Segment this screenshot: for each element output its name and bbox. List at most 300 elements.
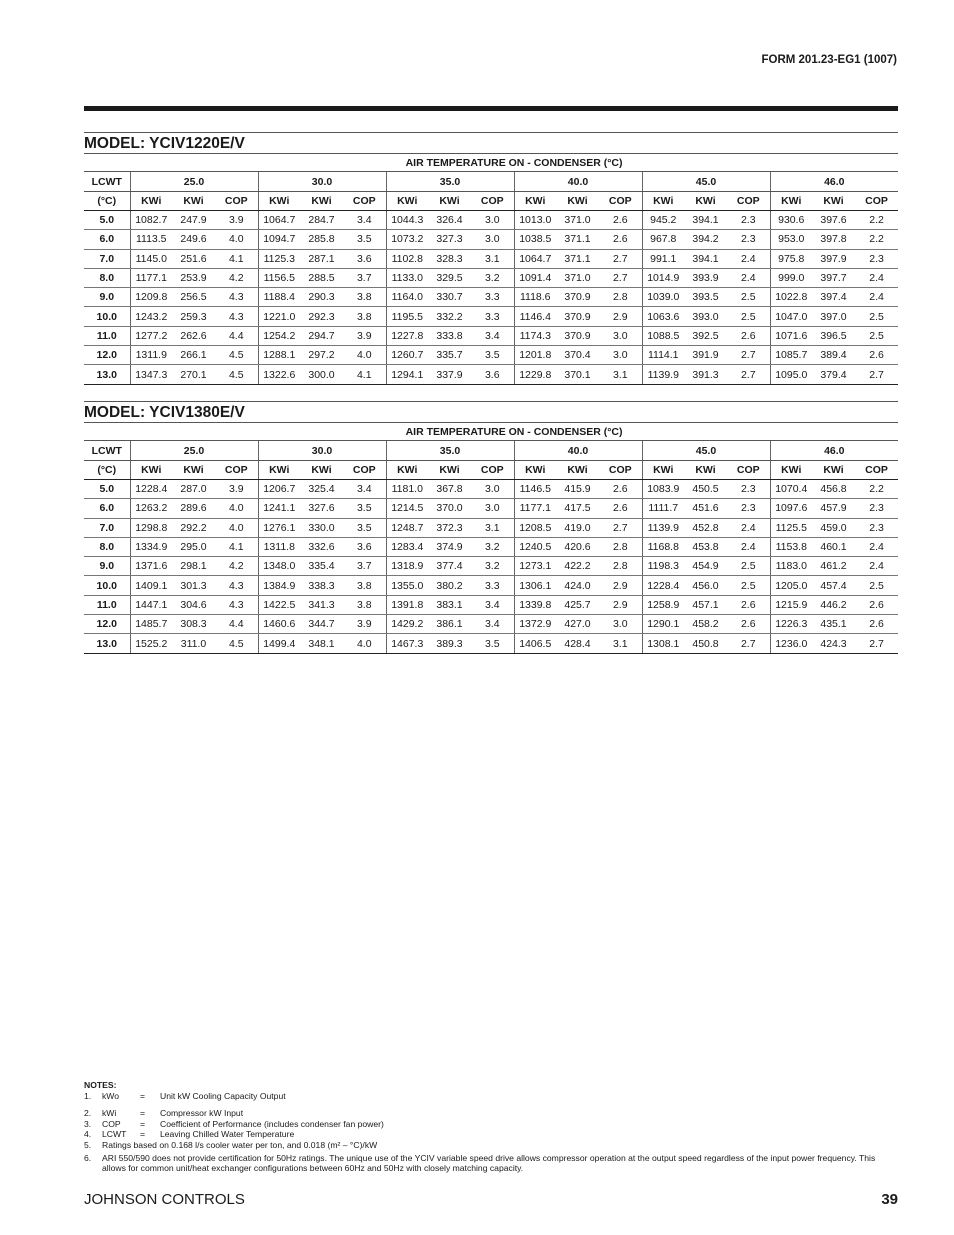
lcwt-value: 9.0 — [84, 557, 130, 576]
table-cell: 2.4 — [727, 268, 770, 287]
table-cell: 460.1 — [812, 537, 855, 556]
table-cell: 458.2 — [684, 615, 727, 634]
table-cell: 2.3 — [727, 211, 770, 230]
table-cell: 419.0 — [556, 518, 599, 537]
temperature-header: 45.0 — [642, 172, 770, 192]
column-header: COP — [727, 461, 770, 480]
column-header: COP — [471, 192, 514, 211]
table-cell: 452.8 — [684, 518, 727, 537]
table-cell: 1294.1 — [386, 365, 428, 384]
note-item — [84, 1119, 884, 1130]
table-cell: 2.8 — [599, 557, 642, 576]
note-description: Leaving Chilled Water Temperature — [160, 1129, 295, 1140]
table-cell: 397.4 — [812, 288, 855, 307]
column-header: KWi — [258, 461, 300, 480]
table-cell: 4.1 — [343, 365, 386, 384]
note-number: 1. — [84, 1090, 92, 1101]
column-header: KWi — [770, 192, 812, 211]
model-title: MODEL: YCIV1220E/V — [84, 132, 898, 153]
table-cell: 2.5 — [727, 288, 770, 307]
table-cell: 394.1 — [684, 211, 727, 230]
table-cell: 1241.1 — [258, 499, 300, 518]
table-cell: 249.6 — [172, 230, 215, 249]
table-cell: 1229.8 — [514, 365, 556, 384]
table-cell: 335.4 — [300, 557, 343, 576]
table-cell: 3.4 — [343, 480, 386, 499]
table-cell: 3.0 — [471, 211, 514, 230]
table-cell: 2.6 — [855, 615, 898, 634]
table-cell: 2.7 — [727, 634, 770, 653]
table-cell: 1409.1 — [130, 576, 172, 595]
table-cell: 945.2 — [642, 211, 684, 230]
table-cell: 1102.8 — [386, 249, 428, 268]
table-cell: 456.8 — [812, 480, 855, 499]
table-cell: 1013.0 — [514, 211, 556, 230]
table-cell: 1146.5 — [514, 480, 556, 499]
header-rule — [84, 106, 898, 111]
table-cell: 1022.8 — [770, 288, 812, 307]
table-cell: 2.4 — [855, 537, 898, 556]
table-cell: 3.4 — [471, 326, 514, 345]
table-cell: 371.1 — [556, 230, 599, 249]
table-cell: 1260.7 — [386, 346, 428, 365]
table-cell: 3.5 — [343, 230, 386, 249]
table-cell: 3.0 — [599, 346, 642, 365]
table-cell: 2.6 — [599, 230, 642, 249]
table-cell: 1146.4 — [514, 307, 556, 326]
table-cell: 4.5 — [215, 365, 258, 384]
table-cell: 461.2 — [812, 557, 855, 576]
table-cell: 4.3 — [215, 576, 258, 595]
table-cell: 4.5 — [215, 346, 258, 365]
table-row — [84, 326, 898, 345]
table-row — [84, 268, 898, 287]
table-cell: 3.3 — [471, 307, 514, 326]
note-number: 3. — [84, 1118, 92, 1129]
column-header: COP — [215, 461, 258, 480]
table-cell: 330.0 — [300, 518, 343, 537]
table-cell: 2.4 — [855, 557, 898, 576]
table-cell: 3.6 — [343, 537, 386, 556]
temperature-header: 30.0 — [258, 441, 386, 461]
table-cell: 2.6 — [727, 615, 770, 634]
table-cell: 2.6 — [855, 346, 898, 365]
table-row — [84, 557, 898, 576]
column-header: COP — [343, 192, 386, 211]
column-header: COP — [599, 461, 642, 480]
note-text: ARI 550/590 does not provide certification for 50Hz ratings. The unique use of the YCIV variable speed drive allows compressor operation at the output speed regardless of the input power frequency. This allows for common unit/heat exchanger configurations between 60Hz and 50Hz with closely matching capacity. — [102, 1152, 876, 1174]
table-cell: 1063.6 — [642, 307, 684, 326]
note-text: Ratings based on 0.168 l/s cooler water per ton, and 0.018 (m² – °C)/kW — [102, 1139, 378, 1150]
note-number: 4. — [84, 1129, 92, 1140]
table-cell: 287.0 — [172, 480, 215, 499]
table-row — [84, 230, 898, 249]
table-cell: 3.3 — [471, 288, 514, 307]
table-cell: 1164.0 — [386, 288, 428, 307]
table-cell: 371.0 — [556, 211, 599, 230]
table-cell: 1248.7 — [386, 518, 428, 537]
table-cell: 259.3 — [172, 307, 215, 326]
table-cell: 1318.9 — [386, 557, 428, 576]
column-header: COP — [215, 192, 258, 211]
table-cell: 451.6 — [684, 499, 727, 518]
table-cell: 389.4 — [812, 346, 855, 365]
table-cell: 2.4 — [727, 518, 770, 537]
table-cell: 428.4 — [556, 634, 599, 653]
table-cell: 4.3 — [215, 307, 258, 326]
performance-table — [84, 422, 898, 654]
column-header: KWi — [514, 192, 556, 211]
table-cell: 450.5 — [684, 480, 727, 499]
table-cell: 1014.9 — [642, 268, 684, 287]
form-number: FORM 201.23-EG1 (1007) — [761, 54, 897, 66]
temperature-header: 35.0 — [386, 441, 514, 461]
lcwt-value: 9.0 — [84, 288, 130, 307]
table-cell: 4.4 — [215, 326, 258, 345]
table-cell: 1183.0 — [770, 557, 812, 576]
table-cell: 427.0 — [556, 615, 599, 634]
table-cell: 4.2 — [215, 268, 258, 287]
table-cell: 1091.4 — [514, 268, 556, 287]
table-cell: 389.3 — [428, 634, 471, 653]
table-cell: 4.5 — [215, 634, 258, 653]
table-cell: 3.2 — [471, 537, 514, 556]
table-cell: 325.4 — [300, 480, 343, 499]
column-header: KWi — [130, 461, 172, 480]
table-cell: 1198.3 — [642, 557, 684, 576]
table-cell: 1064.7 — [514, 249, 556, 268]
column-header: KWi — [556, 192, 599, 211]
table-cell: 2.6 — [599, 211, 642, 230]
table-cell: 1174.3 — [514, 326, 556, 345]
table-cell: 4.0 — [215, 230, 258, 249]
table-cell: 930.6 — [770, 211, 812, 230]
table-cell: 1348.0 — [258, 557, 300, 576]
column-header: KWi — [642, 192, 684, 211]
table-cell: 326.4 — [428, 211, 471, 230]
table-cell: 1070.4 — [770, 480, 812, 499]
notes-section — [84, 1080, 884, 1174]
table-cell: 2.2 — [855, 230, 898, 249]
table-cell: 450.8 — [684, 634, 727, 653]
lcwt-value: 11.0 — [84, 326, 130, 345]
column-header: KWi — [428, 461, 471, 480]
table-cell: 335.7 — [428, 346, 471, 365]
table-cell: 1298.8 — [130, 518, 172, 537]
table-cell: 348.1 — [300, 634, 343, 653]
table-cell: 2.5 — [727, 307, 770, 326]
table-cell: 308.3 — [172, 615, 215, 634]
table-cell: 2.8 — [599, 537, 642, 556]
column-header: COP — [599, 192, 642, 211]
table-cell: 2.6 — [599, 499, 642, 518]
table-cell: 262.6 — [172, 326, 215, 345]
table-cell: 1339.8 — [514, 595, 556, 614]
table-cell: 3.0 — [471, 499, 514, 518]
temperature-header-row — [84, 441, 898, 461]
table-cell: 1371.6 — [130, 557, 172, 576]
table-cell: 3.8 — [343, 576, 386, 595]
table-cell: 4.0 — [215, 518, 258, 537]
model-title: MODEL: YCIV1380E/V — [84, 401, 898, 422]
table-cell: 1228.4 — [130, 480, 172, 499]
table-cell: 967.8 — [642, 230, 684, 249]
table-cell: 2.5 — [727, 557, 770, 576]
table-cell: 2.7 — [855, 365, 898, 384]
table-row — [84, 576, 898, 595]
table-cell: 4.0 — [343, 634, 386, 653]
lcwt-value: 11.0 — [84, 595, 130, 614]
column-header-row — [84, 192, 898, 211]
lcwt-header: LCWT — [84, 172, 130, 192]
table-cell: 4.0 — [343, 346, 386, 365]
table-cell: 1064.7 — [258, 211, 300, 230]
table-cell: 341.3 — [300, 595, 343, 614]
table-cell: 285.8 — [300, 230, 343, 249]
table-cell: 1406.5 — [514, 634, 556, 653]
table-cell: 1208.5 — [514, 518, 556, 537]
lcwt-header: LCWT — [84, 441, 130, 461]
table-row — [84, 499, 898, 518]
table-cell: 457.4 — [812, 576, 855, 595]
table-cell: 1227.8 — [386, 326, 428, 345]
table-cell: 304.6 — [172, 595, 215, 614]
column-header: KWi — [300, 192, 343, 211]
table-cell: 3.8 — [343, 288, 386, 307]
table-cell: 371.1 — [556, 249, 599, 268]
table-row — [84, 249, 898, 268]
table-cell: 397.9 — [812, 249, 855, 268]
table-cell: 1447.1 — [130, 595, 172, 614]
column-header-row — [84, 461, 898, 480]
table-cell: 383.1 — [428, 595, 471, 614]
lcwt-value: 7.0 — [84, 249, 130, 268]
table-cell: 1243.2 — [130, 307, 172, 326]
table-cell: 370.9 — [556, 288, 599, 307]
column-header: KWi — [428, 192, 471, 211]
column-header: KWi — [258, 192, 300, 211]
table-cell: 311.0 — [172, 634, 215, 653]
table-cell: 2.7 — [599, 518, 642, 537]
table-cell: 2.4 — [855, 288, 898, 307]
table-cell: 4.0 — [215, 499, 258, 518]
table-cell: 1133.0 — [386, 268, 428, 287]
table-cell: 2.9 — [599, 595, 642, 614]
lcwt-value: 10.0 — [84, 307, 130, 326]
lcwt-value: 6.0 — [84, 230, 130, 249]
table-cell: 2.9 — [599, 307, 642, 326]
table-cell: 1125.5 — [770, 518, 812, 537]
table-cell: 253.9 — [172, 268, 215, 287]
table-cell: 1499.4 — [258, 634, 300, 653]
table-row — [84, 634, 898, 653]
column-header: KWi — [300, 461, 343, 480]
table-cell: 2.3 — [727, 480, 770, 499]
table-cell: 2.5 — [855, 307, 898, 326]
table-cell: 290.3 — [300, 288, 343, 307]
table-cell: 2.4 — [855, 268, 898, 287]
table-cell: 1263.2 — [130, 499, 172, 518]
table-cell: 1206.7 — [258, 480, 300, 499]
table-cell: 1429.2 — [386, 615, 428, 634]
table-cell: 1085.7 — [770, 346, 812, 365]
table-cell: 2.7 — [855, 634, 898, 653]
table-cell: 422.2 — [556, 557, 599, 576]
table-cell: 3.5 — [471, 634, 514, 653]
table-row — [84, 307, 898, 326]
lcwt-value: 13.0 — [84, 634, 130, 653]
column-header: KWi — [642, 461, 684, 480]
lcwt-value: 12.0 — [84, 615, 130, 634]
table-cell: 3.4 — [343, 211, 386, 230]
table-cell: 2.6 — [855, 595, 898, 614]
table-cell: 393.0 — [684, 307, 727, 326]
lcwt-value: 12.0 — [84, 346, 130, 365]
note-description: Compressor kW Input — [160, 1108, 244, 1119]
table-cell: 251.6 — [172, 249, 215, 268]
column-header: KWi — [386, 461, 428, 480]
note-abbreviation: COP — [102, 1118, 121, 1129]
table-cell: 2.7 — [727, 365, 770, 384]
table-cell: 1347.3 — [130, 365, 172, 384]
table-cell: 1118.6 — [514, 288, 556, 307]
table-cell: 1311.8 — [258, 537, 300, 556]
table-cell: 1139.9 — [642, 365, 684, 384]
table-cell: 397.8 — [812, 230, 855, 249]
table-cell: 417.5 — [556, 499, 599, 518]
table-cell: 397.7 — [812, 268, 855, 287]
table-cell: 3.0 — [471, 230, 514, 249]
table-cell: 425.7 — [556, 595, 599, 614]
table-cell: 2.6 — [727, 595, 770, 614]
table-cell: 380.2 — [428, 576, 471, 595]
table-cell: 1044.3 — [386, 211, 428, 230]
note-item — [84, 1140, 884, 1151]
column-header: COP — [855, 461, 898, 480]
table-cell: 1258.9 — [642, 595, 684, 614]
table-cell: 1485.7 — [130, 615, 172, 634]
caption-spacer — [84, 423, 130, 441]
air-temp-caption: AIR TEMPERATURE ON - CONDENSER (°C) — [130, 154, 898, 172]
table-cell: 4.3 — [215, 288, 258, 307]
column-header: KWi — [770, 461, 812, 480]
table-cell: 975.8 — [770, 249, 812, 268]
note-number: 6. — [84, 1152, 92, 1163]
column-header: COP — [855, 192, 898, 211]
table-cell: 370.9 — [556, 326, 599, 345]
table-cell: 1153.8 — [770, 537, 812, 556]
lcwt-value: 8.0 — [84, 268, 130, 287]
table-cell: 453.8 — [684, 537, 727, 556]
table-cell: 1114.1 — [642, 346, 684, 365]
temperature-header: 25.0 — [130, 441, 258, 461]
table-cell: 1156.5 — [258, 268, 300, 287]
table-cell: 1254.2 — [258, 326, 300, 345]
column-header: KWi — [514, 461, 556, 480]
table-cell: 332.6 — [300, 537, 343, 556]
table-cell: 3.8 — [343, 307, 386, 326]
table-cell: 3.6 — [343, 249, 386, 268]
table-cell: 396.5 — [812, 326, 855, 345]
table-cell: 301.3 — [172, 576, 215, 595]
temperature-header: 40.0 — [514, 441, 642, 461]
table-cell: 394.2 — [684, 230, 727, 249]
table-row — [84, 211, 898, 230]
table-cell: 1276.1 — [258, 518, 300, 537]
note-equals: = — [140, 1129, 146, 1140]
table-cell: 446.2 — [812, 595, 855, 614]
table-cell: 3.1 — [471, 518, 514, 537]
lcwt-value: 10.0 — [84, 576, 130, 595]
table-cell: 377.4 — [428, 557, 471, 576]
table-cell: 3.1 — [599, 634, 642, 653]
table-cell: 3.7 — [343, 557, 386, 576]
temperature-header: 25.0 — [130, 172, 258, 192]
table-cell: 2.7 — [599, 268, 642, 287]
table-cell: 1422.5 — [258, 595, 300, 614]
column-header: KWi — [684, 461, 727, 480]
column-header: KWi — [172, 461, 215, 480]
table-cell: 1334.9 — [130, 537, 172, 556]
table-cell: 372.3 — [428, 518, 471, 537]
table-cell: 370.9 — [556, 307, 599, 326]
note-abbreviation: LCWT — [102, 1129, 127, 1140]
table-cell: 4.4 — [215, 615, 258, 634]
temperature-header: 40.0 — [514, 172, 642, 192]
table-cell: 2.3 — [855, 249, 898, 268]
table-cell: 3.9 — [215, 480, 258, 499]
note-equals: = — [140, 1108, 146, 1119]
table-cell: 1094.7 — [258, 230, 300, 249]
table-cell: 2.4 — [727, 249, 770, 268]
table-cell: 256.5 — [172, 288, 215, 307]
table-cell: 1525.2 — [130, 634, 172, 653]
table-cell: 367.8 — [428, 480, 471, 499]
temperature-header: 46.0 — [770, 172, 898, 192]
table-cell: 330.7 — [428, 288, 471, 307]
table-cell: 328.3 — [428, 249, 471, 268]
table-cell: 332.2 — [428, 307, 471, 326]
table-cell: 393.5 — [684, 288, 727, 307]
note-description: Coefficient of Performance (includes condenser fan power) — [160, 1118, 384, 1129]
table-cell: 3.4 — [471, 595, 514, 614]
table-cell: 370.4 — [556, 346, 599, 365]
table-cell: 4.1 — [215, 537, 258, 556]
table-cell: 2.5 — [727, 576, 770, 595]
table-cell: 2.8 — [599, 288, 642, 307]
table-cell: 999.0 — [770, 268, 812, 287]
table-cell: 953.0 — [770, 230, 812, 249]
table-cell: 1283.4 — [386, 537, 428, 556]
table-cell: 1088.5 — [642, 326, 684, 345]
table-cell: 435.1 — [812, 615, 855, 634]
table-cell: 297.2 — [300, 346, 343, 365]
table-cell: 1047.0 — [770, 307, 812, 326]
table-cell: 1111.7 — [642, 499, 684, 518]
table-cell: 397.0 — [812, 307, 855, 326]
table-cell: 1083.9 — [642, 480, 684, 499]
table-cell: 393.9 — [684, 268, 727, 287]
table-cell: 1273.1 — [514, 557, 556, 576]
column-header: KWi — [684, 192, 727, 211]
table-cell: 391.9 — [684, 346, 727, 365]
table-cell: 1372.9 — [514, 615, 556, 634]
table-cell: 3.0 — [599, 615, 642, 634]
table-cell: 386.1 — [428, 615, 471, 634]
temperature-header-row — [84, 172, 898, 192]
table-cell: 1039.0 — [642, 288, 684, 307]
note-equals: = — [140, 1090, 146, 1101]
